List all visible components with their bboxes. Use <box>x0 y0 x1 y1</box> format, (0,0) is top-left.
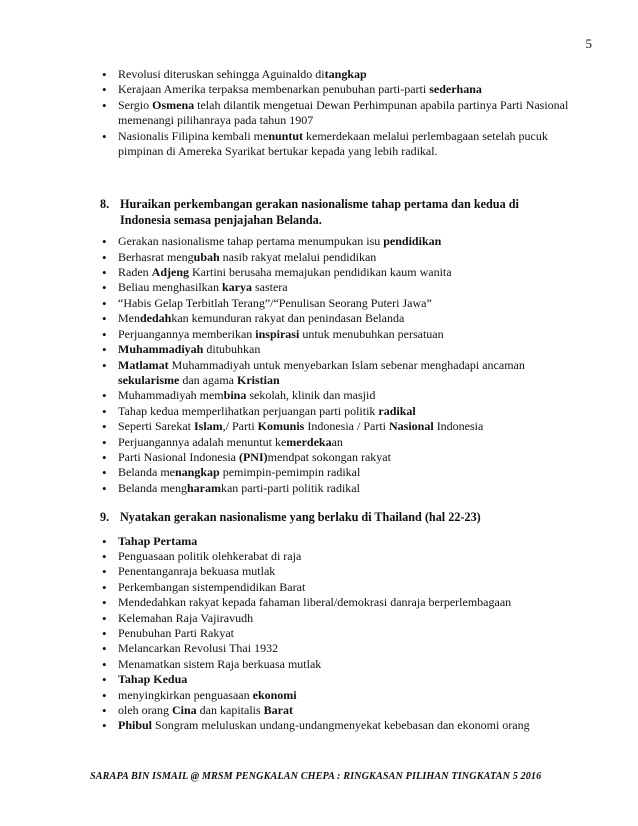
list-item: • Belanda mengharamkan parti-parti politik radikal <box>100 481 570 496</box>
list-item: • Muhammadiyah ditubuhkan <box>100 342 570 357</box>
list-item: • Menamatkan sistem Raja berkuasa mutlak <box>100 657 570 672</box>
list-item: • Belanda menangkap pemimpin-pemimpin radikal <box>100 465 570 480</box>
list-item: • Tahap Kedua <box>100 672 570 687</box>
question-text: Nyatakan gerakan nasionalisme yang berlaku di Thailand (hal 22-23) <box>120 510 481 525</box>
list-item: • Sergio Osmena telah dilantik mengetuai Dewan Perhimpunan apabila partinya Parti Nasional memenangi pilihanraya pada tahun 1907 <box>100 98 570 129</box>
list-item: • Muhammadiyah membina sekolah, klinik dan masjid <box>100 388 570 403</box>
list-item: • Perjuangannya adalah menuntut kemerdekaan <box>100 435 570 450</box>
page-content <box>100 67 570 734</box>
list-item: • Tahap Pertama <box>100 534 570 549</box>
list-item: • Mendedahkan rakyat kepada fahaman liberal/demokrasi danraja berperlembagaan <box>100 595 570 610</box>
bullet-list-q8 <box>100 234 570 496</box>
list-item: • Raden Adjeng Kartini berusaha memajukan pendidikan kaum wanita <box>100 265 570 280</box>
list-item: • Parti Nasional Indonesia (PNI)mendpat sokongan rakyat <box>100 450 570 465</box>
question-text: Huraikan perkembangan gerakan nasionalisme tahap pertama dan kedua di Indonesia semasa penjajahan Belanda. <box>120 197 519 227</box>
list-item: • Penubuhan Parti Rakyat <box>100 626 570 641</box>
list-item: • Kelemahan Raja Vajiravudh <box>100 611 570 626</box>
list-item: • Melancarkan Revolusi Thai 1932 <box>100 641 570 656</box>
list-item: • Matlamat Muhammadiyah untuk menyebarkan Islam sebenar menghadapi ancaman sekularisme dan agama Kristian <box>100 358 570 389</box>
list-item: • Berhasrat mengubah nasib rakyat melalui pendidikan <box>100 250 570 265</box>
list-item: • Phibul Songram meluluskan undang-undangmenyekat kebebasan dan ekonomi orang <box>100 718 570 733</box>
list-item: • Perjuangannya memberikan inspirasi untuk menubuhkan persatuan <box>100 327 570 342</box>
list-item: • menyingkirkan penguasaan ekonomi <box>100 688 570 703</box>
list-item: • Perkembangan sistempendidikan Barat <box>100 580 570 595</box>
list-item: • Seperti Sarekat Islam,/ Parti Komunis Indonesia / Parti Nasional Indonesia <box>100 419 570 434</box>
question-number: 8. <box>100 197 110 212</box>
list-item: • Beliau menghasilkan karya sastera <box>100 280 570 295</box>
bullet-list-top <box>100 67 570 159</box>
page-number: 5 <box>585 36 592 51</box>
question-8 <box>100 197 570 228</box>
list-item: • Kerajaan Amerika terpaksa membenarkan penubuhan parti-parti sederhana <box>100 82 570 97</box>
question-9 <box>100 510 570 525</box>
bullet-list-q9 <box>100 534 570 734</box>
list-item: • Revolusi diteruskan sehingga Aguinaldo ditangkap <box>100 67 570 82</box>
list-item: • oleh orang Cina dan kapitalis Barat <box>100 703 570 718</box>
list-item: • Tahap kedua memperlihatkan perjuangan parti politik radikal <box>100 404 570 419</box>
list-item: • Penentanganraja bekuasa mutlak <box>100 564 570 579</box>
page-footer: SARAPA BIN ISMAIL @ MRSM PENGKALAN CHEPA : RINGKASAN PILIHAN TINGKATAN 5 2016 <box>90 771 542 782</box>
list-item: • Mendedahkan kemunduran rakyat dan penindasan Belanda <box>100 311 570 326</box>
list-item: • Penguasaan politik olehkerabat di raja <box>100 549 570 564</box>
list-item: • “Habis Gelap Terbitlah Terang”/“Penulisan Seorang Puteri Jawa” <box>100 296 570 311</box>
list-item: • Nasionalis Filipina kembali menuntut kemerdekaan melalui perlembagaan setelah pucuk pimpinan di Amereka Syarikat bertukar kepada yang lebih radikal. <box>100 129 570 160</box>
question-number: 9. <box>100 510 110 525</box>
list-item: • Gerakan nasionalisme tahap pertama menumpukan isu pendidikan <box>100 234 570 249</box>
